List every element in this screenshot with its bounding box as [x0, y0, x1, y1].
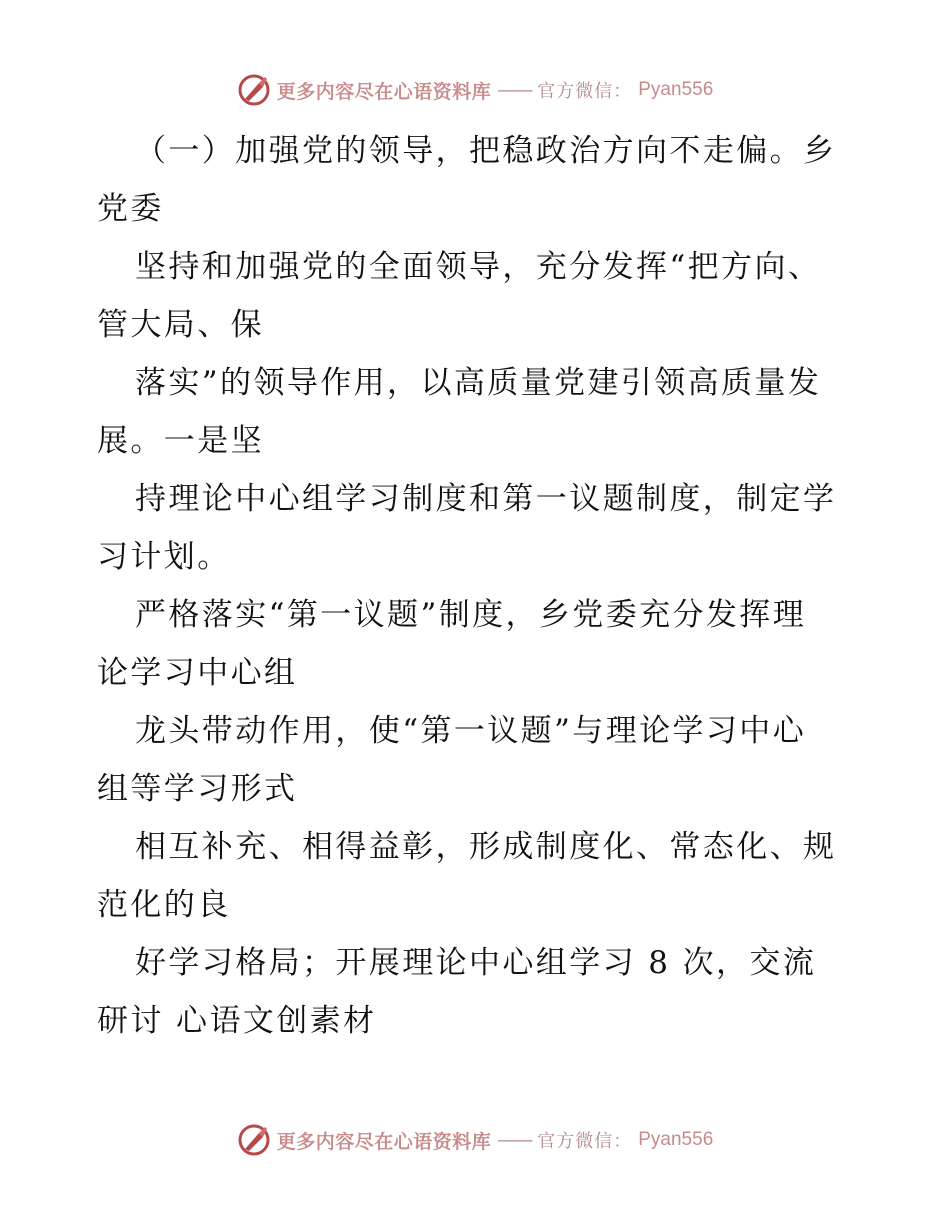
- paragraph: [97, 702, 857, 818]
- paragraph: [97, 470, 857, 586]
- paragraph-line: 相互补充、相得益彰，形成制度化、常态化、规: [135, 829, 837, 865]
- paragraph-line: 好学习格局；开展理论中心组学习 8 次，交流: [135, 945, 817, 981]
- document-body: [97, 122, 857, 1050]
- paragraph-line: （一）加强党的领导，把稳政治方向不走偏。乡: [135, 133, 837, 169]
- watermark-wechat-id: Pyan556: [638, 1129, 714, 1150]
- paragraph: [97, 586, 857, 702]
- paragraph: [97, 818, 857, 934]
- paragraph-line: 组等学习形式: [97, 771, 298, 807]
- paragraph-line: 研讨 心语文创素材: [97, 1003, 377, 1039]
- header-watermark: [0, 70, 950, 110]
- paragraph-line: 持理论中心组学习制度和第一议题制度，制定学: [135, 481, 837, 517]
- paragraph-line: 展。一是坚: [97, 423, 264, 459]
- watermark-text: 更多内容尽在心语资料库: [276, 1130, 492, 1153]
- paragraph-line: 习计划。: [97, 539, 231, 575]
- paragraph-line: 论学习中心组: [97, 655, 298, 691]
- watermark-text: 更多内容尽在心语资料库: [276, 80, 492, 103]
- paragraph-line: 落实”的领导作用，以高质量党建引领高质量发: [135, 365, 822, 401]
- pen-logo-icon: [237, 1123, 271, 1157]
- footer-watermark: [0, 1120, 950, 1160]
- paragraph-line: 坚持和加强党的全面领导，充分发挥“把方向、: [135, 249, 822, 285]
- watermark-label: 官方微信：: [537, 81, 633, 102]
- pen-logo-icon: [237, 73, 271, 107]
- paragraph-line: 范化的良: [97, 887, 231, 923]
- paragraph: [97, 354, 857, 470]
- watermark-dash: ——: [497, 1129, 532, 1151]
- paragraph-line: 管大局、保: [97, 307, 264, 343]
- paragraph-line: 党委: [97, 191, 164, 227]
- paragraph: [97, 122, 857, 238]
- paragraph: [97, 238, 857, 354]
- paragraph-line: 龙头带动作用，使“第一议题”与理论学习中心: [135, 713, 807, 749]
- paragraph-line: 严格落实“第一议题”制度，乡党委充分发挥理: [135, 597, 807, 633]
- paragraph: [97, 934, 857, 1050]
- watermark-wechat-id: Pyan556: [638, 79, 714, 100]
- watermark-dash: ——: [497, 79, 532, 101]
- watermark-label: 官方微信：: [537, 1131, 633, 1152]
